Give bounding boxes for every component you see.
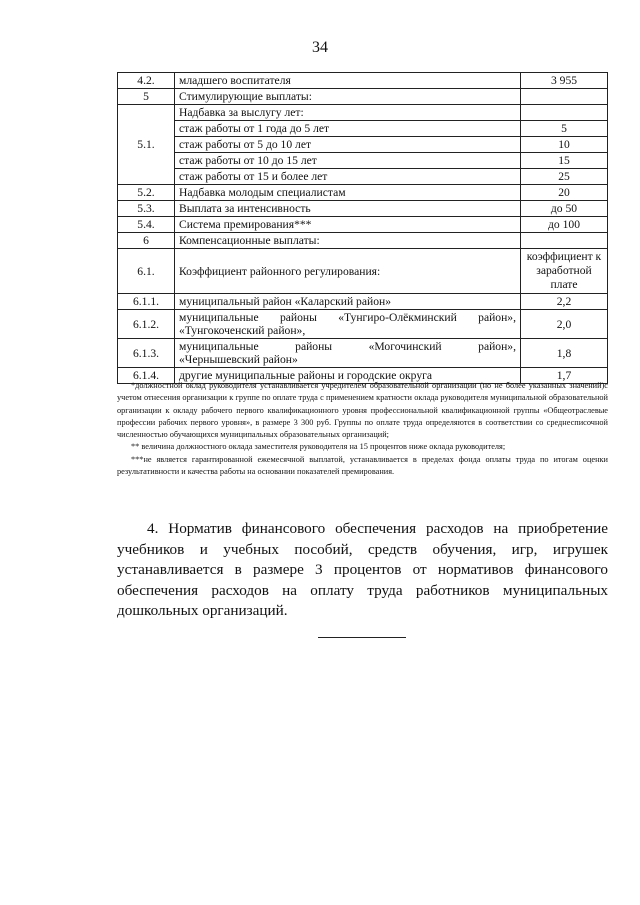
row-label: Выплата за интенсивность (175, 201, 521, 217)
row-value: 15 (521, 153, 608, 169)
row-label: другие муниципальные районы и городские округа (175, 368, 521, 384)
table-row (118, 89, 608, 105)
row-label: стаж работы от 15 и более лет (175, 169, 521, 185)
row-label-line: муниципальные районы «Тунгиро-Олёкминский район», (179, 311, 516, 324)
row-value: 10 (521, 137, 608, 153)
table-row (118, 105, 608, 121)
row-value (521, 233, 608, 249)
table-row (118, 339, 608, 368)
row-number: 5.2. (118, 185, 175, 201)
row-label: Стимулирующие выплаты: (175, 89, 521, 105)
row-label: стаж работы от 10 до 15 лет (175, 153, 521, 169)
row-value: 1,7 (521, 368, 608, 384)
paragraph-text: 4. Норматив финансового обеспечения расходов на приобретение учебников и учебных пособий, средств обучения, игр, игрушек устанавливается в размере 3 процентов от нормативов финансового обеспечения расходов на оплату труда работников муниципальных дошкольных организаций. (117, 520, 608, 619)
table-footnotes (117, 380, 608, 478)
row-value: 2,2 (521, 294, 608, 310)
footnote-bonus: ***не является гарантированной ежемесячной выплатой, устанавливается в пределах фонда оплаты труда по итогам оценки результативности и качества работы на основании показателей премирования. (117, 454, 608, 477)
row-value: коэффициент к заработной плате (521, 249, 608, 294)
row-label: муниципальный район «Каларский район» (175, 294, 521, 310)
page-number: 34 (312, 39, 328, 56)
footnote-deputy-salary: ** величина должностного оклада заместителя руководителя на 15 процентов ниже оклада руководителя; (131, 442, 506, 452)
row-number: 6.1.1. (118, 294, 175, 310)
table-row (118, 310, 608, 339)
row-number: 5 (118, 89, 175, 105)
row-number: 5.1. (118, 105, 175, 185)
row-value: до 100 (521, 217, 608, 233)
table-row (118, 121, 608, 137)
table-row (118, 73, 608, 89)
row-value: 25 (521, 169, 608, 185)
row-value (521, 105, 608, 121)
row-label: стаж работы от 5 до 10 лет (175, 137, 521, 153)
row-value: до 50 (521, 201, 608, 217)
row-value (521, 89, 608, 105)
row-label-line: муниципальные районы «Могочинский район», (179, 340, 516, 353)
table-row (118, 153, 608, 169)
row-label-line: «Чернышевский район» (179, 353, 298, 366)
row-label: младшего воспитателя (175, 73, 521, 89)
row-label: Компенсационные выплаты: (175, 233, 521, 249)
row-number: 5.4. (118, 217, 175, 233)
row-label-line: «Тунгокоченский район», (179, 324, 306, 337)
row-label: Коэффициент районного регулирования: (175, 249, 521, 294)
table-row (118, 137, 608, 153)
row-value: 2,0 (521, 310, 608, 339)
row-label: Надбавка за выслугу лет: (175, 105, 521, 121)
row-value: 1,8 (521, 339, 608, 368)
table-row (118, 249, 608, 294)
row-value: 5 (521, 121, 608, 137)
table-row (118, 185, 608, 201)
table-row (118, 233, 608, 249)
row-label: Система премирования*** (175, 217, 521, 233)
row-number: 6 (118, 233, 175, 249)
row-number: 6.1.2. (118, 310, 175, 339)
row-value: 20 (521, 185, 608, 201)
row-number: 6.1.4. (118, 368, 175, 384)
table-row (118, 294, 608, 310)
row-label (175, 339, 521, 368)
row-label: стаж работы от 1 года до 5 лет (175, 121, 521, 137)
row-number: 6.1. (118, 249, 175, 294)
row-value: 3 955 (521, 73, 608, 89)
table-row (118, 217, 608, 233)
row-number: 5.3. (118, 201, 175, 217)
paragraph-4 (117, 519, 608, 622)
table-row (118, 201, 608, 217)
row-label: Надбавка молодым специалистам (175, 185, 521, 201)
footnote-manager-salary: *должностной оклад руководителя устанавливается учредителем образовательной организации (но не более указанных значений)с учетом отнесения организации к группе по оплате труда с применением кратности оклада руководителя муниципальной образовательной организации к окладу рабочего первого квалификационного уровня профессиональной квалификационной группы «Общеотраслевые профессии рабочих первого уровня», в размере 3 300 руб. Группы по оплате труда определяются в соответствии со среднесписочной численностью обучающихся муниципальных образовательных организаций; (117, 381, 608, 440)
table-row (118, 169, 608, 185)
row-number: 6.1.3. (118, 339, 175, 368)
payments-table (117, 72, 608, 384)
row-label (175, 310, 521, 339)
end-divider (318, 637, 406, 638)
row-number: 4.2. (118, 73, 175, 89)
